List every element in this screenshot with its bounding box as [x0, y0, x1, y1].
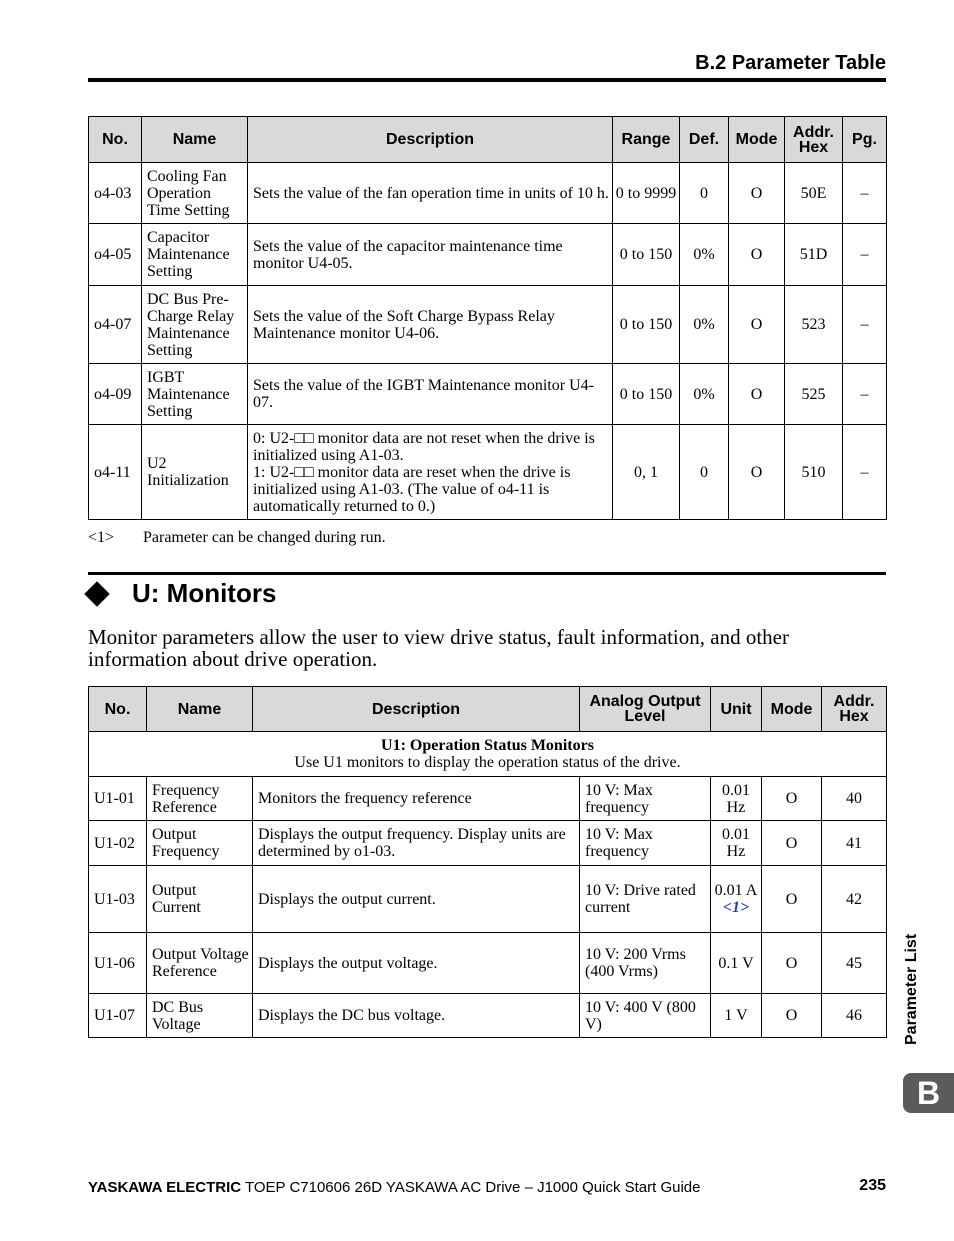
param-default: 0	[680, 425, 729, 520]
monitor-unit: 1 V	[711, 994, 762, 1038]
param-range: 0 to 150	[613, 364, 680, 425]
side-tab-label: Parameter List	[903, 933, 920, 1045]
option-line-0: 0: U2-□□ monitor data are not reset when the drive is initialized using A1-03.	[253, 429, 595, 464]
monitor-no: U1-06	[89, 933, 147, 994]
monitor-mode: O	[762, 933, 822, 994]
footer	[88, 1179, 701, 1196]
monitor-description: Monitors the frequency reference	[253, 777, 580, 821]
param-page: –	[843, 163, 887, 224]
section-header-title: B.2 Parameter Table	[695, 52, 886, 74]
monitor-name: Output Current	[147, 866, 253, 933]
param-range: 0 to 9999	[613, 163, 680, 224]
section-cell	[89, 732, 887, 777]
monitor-addr: 42	[822, 866, 887, 933]
table-row	[89, 821, 887, 866]
monitor-no: U1-01	[89, 777, 147, 821]
param-name: U2 Initialization	[142, 425, 248, 520]
table-row	[89, 866, 887, 933]
param-addr: 50E	[785, 163, 843, 224]
option-line-1: 1: U2-□□ monitor data are reset when the drive is initialized using A1-03. (The value of o4-11 is automatically returned to 0.)	[253, 463, 571, 515]
section-rule	[88, 572, 886, 575]
chapter-tab[interactable]: B	[903, 1073, 954, 1113]
param-mode: O	[729, 163, 785, 224]
param-description: Sets the value of the Soft Charge Bypass Relay Maintenance monitor U4-06.	[248, 286, 613, 364]
monitor-name: Frequency Reference	[147, 777, 253, 821]
param-no: o4-03	[89, 163, 142, 224]
monitor-description: Displays the output current.	[253, 866, 580, 933]
monitor-analog: 10 V: 400 V (800 V)	[580, 994, 711, 1038]
section-title: U1: Operation Status Monitors	[381, 737, 594, 754]
section-row	[89, 732, 887, 777]
param-default: 0%	[680, 364, 729, 425]
col-header-unit: Unit	[711, 687, 762, 732]
monitor-no: U1-03	[89, 866, 147, 933]
param-addr: 51D	[785, 224, 843, 286]
param-description: Sets the value of the capacitor maintenance time monitor U4-05.	[248, 224, 613, 286]
table-row	[89, 933, 887, 994]
monitor-description: Displays the output voltage.	[253, 933, 580, 994]
monitors-intro: Monitor parameters allow the user to view drive status, fault information, and other information about drive operation.	[88, 625, 789, 671]
table-row	[89, 777, 887, 821]
monitor-unit: 0.1 V	[711, 933, 762, 994]
col-header-mode: Mode	[729, 117, 785, 163]
param-page: –	[843, 425, 887, 520]
footnote-mark: <1>	[88, 529, 115, 546]
monitors-heading: U: Monitors	[132, 578, 277, 608]
col-header-addr-hex: Addr. Hex	[822, 687, 887, 732]
param-no: o4-09	[89, 364, 142, 425]
param-addr: 510	[785, 425, 843, 520]
monitor-addr: 46	[822, 994, 887, 1038]
param-mode: O	[729, 224, 785, 286]
param-name: Capacitor Maintenance Setting	[142, 224, 248, 286]
footer-brand: YASKAWA ELECTRIC	[88, 1179, 242, 1196]
col-header-addr-hex: Addr. Hex	[785, 117, 843, 163]
footnote	[88, 529, 386, 547]
footer-doc: TOEP C710606 26D YASKAWA AC Drive – J1000 Quick Start Guide	[244, 1179, 701, 1196]
param-range: 0 to 150	[613, 286, 680, 364]
param-no: o4-11	[89, 425, 142, 520]
monitor-name: Output Frequency	[147, 821, 253, 866]
section-subtitle: Use U1 monitors to display the operation status of the drive.	[294, 754, 681, 771]
page-number: 235	[859, 1177, 886, 1194]
param-default: 0%	[680, 224, 729, 286]
monitor-addr: 45	[822, 933, 887, 994]
table-row	[89, 364, 887, 425]
col-header-description: Description	[248, 117, 613, 163]
diamond-bullet-icon	[84, 581, 109, 606]
param-addr: 525	[785, 364, 843, 425]
table-row	[89, 163, 887, 224]
param-range: 0, 1	[613, 425, 680, 520]
col-header-no: No.	[89, 687, 147, 732]
monitor-analog: 10 V: Max frequency	[580, 821, 711, 866]
monitor-analog: 10 V: 200 Vrms (400 Vrms)	[580, 933, 711, 994]
param-addr: 523	[785, 286, 843, 364]
parameter-table	[88, 116, 887, 520]
param-mode: O	[729, 425, 785, 520]
table-header-row	[89, 117, 887, 163]
monitor-no: U1-02	[89, 821, 147, 866]
param-mode: O	[729, 286, 785, 364]
param-name: IGBT Maintenance Setting	[142, 364, 248, 425]
param-default: 0%	[680, 286, 729, 364]
footnote-link[interactable]: <1>	[722, 899, 750, 916]
monitor-mode: O	[762, 777, 822, 821]
monitor-unit	[711, 866, 762, 933]
monitor-mode: O	[762, 866, 822, 933]
header-rule	[88, 78, 886, 82]
monitor-unit: 0.01 Hz	[711, 821, 762, 866]
param-page: –	[843, 286, 887, 364]
col-header-mode: Mode	[762, 687, 822, 732]
monitor-table	[88, 686, 887, 1038]
col-header-name: Name	[142, 117, 248, 163]
param-description: Sets the value of the IGBT Maintenance monitor U4-07.	[248, 364, 613, 425]
monitor-description: Displays the output frequency. Display units are determined by o1-03.	[253, 821, 580, 866]
monitor-analog: 10 V: Max frequency	[580, 777, 711, 821]
monitor-addr: 40	[822, 777, 887, 821]
monitor-analog: 10 V: Drive rated current	[580, 866, 711, 933]
param-default: 0	[680, 163, 729, 224]
table-header-row	[89, 687, 887, 732]
monitor-no: U1-07	[89, 994, 147, 1038]
monitor-description: Displays the DC bus voltage.	[253, 994, 580, 1038]
param-mode: O	[729, 364, 785, 425]
footnote-text: Parameter can be changed during run.	[143, 529, 386, 546]
table-row	[89, 224, 887, 286]
col-header-default: Def.	[680, 117, 729, 163]
monitor-unit: 0.01 Hz	[711, 777, 762, 821]
param-name: DC Bus Pre-Charge Relay Maintenance Setting	[142, 286, 248, 364]
monitor-mode: O	[762, 994, 822, 1038]
param-description: Sets the value of the fan operation time in units of 10 h.	[248, 163, 613, 224]
param-no: o4-07	[89, 286, 142, 364]
unit-value: 0.01 A	[714, 882, 758, 899]
col-header-name: Name	[147, 687, 253, 732]
col-header-range: Range	[613, 117, 680, 163]
monitor-name: DC Bus Voltage	[147, 994, 253, 1038]
col-header-analog-output: Analog Output Level	[580, 687, 711, 732]
param-description	[248, 425, 613, 520]
col-header-page: Pg.	[843, 117, 887, 163]
param-range: 0 to 150	[613, 224, 680, 286]
col-header-description: Description	[253, 687, 580, 732]
param-name: Cooling Fan Operation Time Setting	[142, 163, 248, 224]
monitor-addr: 41	[822, 821, 887, 866]
table-row	[89, 286, 887, 364]
col-header-no: No.	[89, 117, 142, 163]
param-page: –	[843, 364, 887, 425]
table-row	[89, 425, 887, 520]
param-no: o4-05	[89, 224, 142, 286]
monitor-mode: O	[762, 821, 822, 866]
monitor-name: Output Voltage Reference	[147, 933, 253, 994]
param-page: –	[843, 224, 887, 286]
table-row	[89, 994, 887, 1038]
